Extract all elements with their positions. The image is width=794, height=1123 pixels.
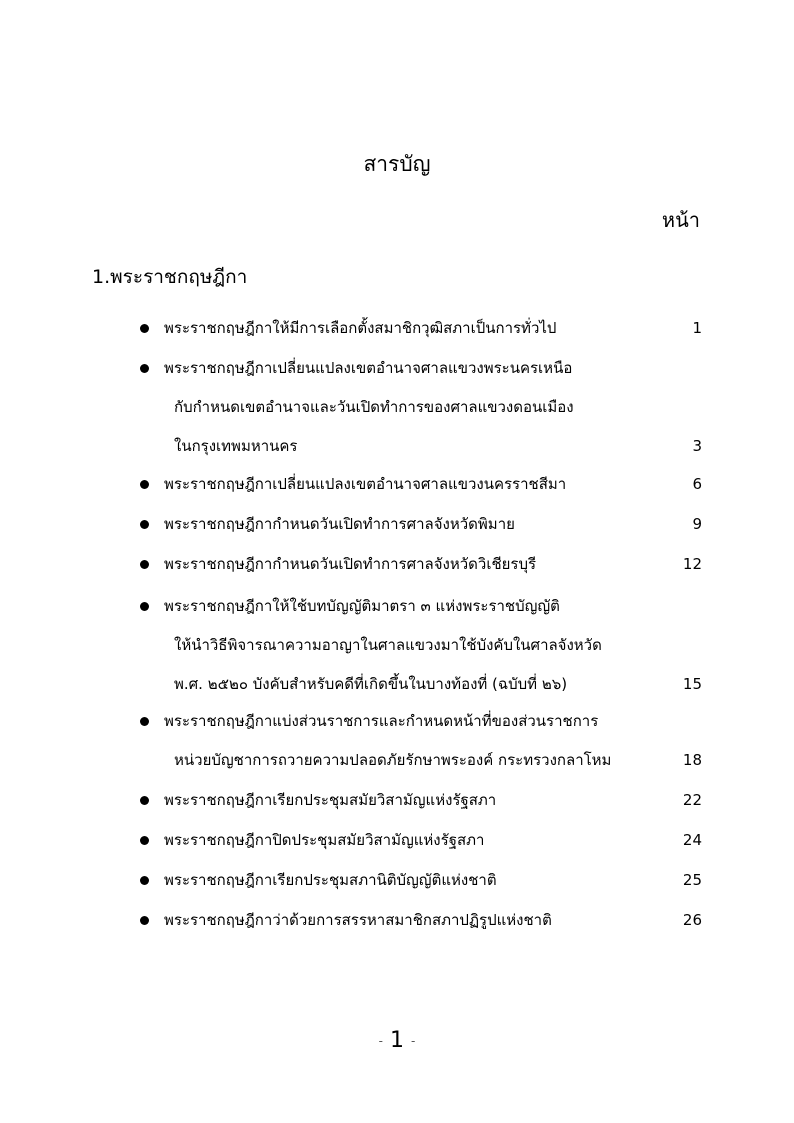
- toc-entry: [140, 318, 702, 338]
- toc-entry: [140, 790, 702, 810]
- toc-entry-line: [140, 790, 702, 810]
- toc-entry: [140, 870, 702, 890]
- toc-entry-line: [140, 397, 702, 417]
- bullet-icon: [140, 602, 149, 611]
- bullet-icon: [140, 836, 149, 845]
- bullet-icon: [140, 560, 149, 569]
- toc-entry-text: กับกำหนดเขตอำนาจและวันเปิดทำการของศาลแขวงดอนเมือง: [174, 398, 574, 416]
- bullet-icon: [140, 520, 149, 529]
- toc-entry-line: [140, 596, 702, 616]
- toc-entry: [140, 514, 702, 534]
- toc-entry-line: [140, 318, 702, 338]
- toc-entry: [140, 830, 702, 850]
- bullet-icon: [140, 876, 149, 885]
- toc-entry-line: [140, 358, 702, 378]
- toc-entry-line: [140, 910, 702, 930]
- toc-entry-text: ให้นำวิธีพิจารณาความอาญาในศาลแขวงมาใช้บังคับในศาลจังหวัด: [174, 636, 602, 654]
- toc-entry-line: [140, 711, 702, 731]
- page-title: สารบัญ: [363, 152, 431, 176]
- section-heading: 1.พระราชกฤษฎีกา: [92, 266, 248, 288]
- toc-page-number: 12: [682, 555, 702, 573]
- bullet-icon: [140, 796, 149, 805]
- toc-entry: [140, 910, 702, 930]
- footer-dash-right: -: [411, 1034, 416, 1048]
- toc-entry-text: พระราชกฤษฎีกาเปลี่ยนแปลงเขตอำนาจศาลแขวงพระนครเหนือ: [164, 359, 573, 377]
- toc-page-number: 24: [682, 831, 702, 849]
- toc-entry: [140, 554, 702, 574]
- toc-page-number: 26: [682, 911, 702, 929]
- toc-entry-line: [140, 870, 702, 890]
- toc-entry-text: พระราชกฤษฎีกาปิดประชุมสมัยวิสามัญแห่งรัฐสภา: [164, 831, 485, 849]
- toc-entry-line: [140, 554, 702, 574]
- bullet-icon: [140, 324, 149, 333]
- toc-entry: [140, 711, 702, 770]
- toc-entry-text: หน่วยบัญชาการถวายความปลอดภัยรักษาพระองค์ กระทรวงกลาโหม: [174, 751, 612, 769]
- toc-entry-text: พระราชกฤษฎีกาเปลี่ยนแปลงเขตอำนาจศาลแขวงนครราชสีมา: [164, 475, 567, 493]
- toc-entry: [140, 474, 702, 494]
- toc-entry-line: [140, 474, 702, 494]
- bullet-icon: [140, 717, 149, 726]
- toc-page-number: 18: [682, 751, 702, 769]
- toc-entry-line: [140, 514, 702, 534]
- toc-entry-text: พระราชกฤษฎีกากำหนดวันเปิดทำการศาลจังหวัดวิเชียรบุรี: [164, 555, 537, 573]
- toc-entry-line: [140, 674, 702, 694]
- toc-entry-text: พระราชกฤษฎีกาให้มีการเลือกตั้งสมาชิกวุฒิสภาเป็นการทั่วไป: [164, 319, 557, 337]
- toc-entry: [140, 358, 702, 456]
- toc-entry-text: พ.ศ. ๒๕๒๐ บังคับสำหรับคดีที่เกิดขึ้นในบางท้องที่ (ฉบับที่ ๒๖): [174, 675, 568, 693]
- bullet-icon: [140, 364, 149, 373]
- toc-entry-line: [140, 635, 702, 655]
- toc-entry-line: [140, 750, 702, 770]
- toc-entry: [140, 596, 702, 694]
- toc-page-number: 3: [692, 437, 702, 455]
- page-footer: [0, 1028, 794, 1053]
- toc-entry-text: พระราชกฤษฎีกาว่าด้วยการสรรหาสมาชิกสภาปฏิรูปแห่งชาติ: [164, 911, 552, 929]
- toc-entry-text: พระราชกฤษฎีกากำหนดวันเปิดทำการศาลจังหวัดพิมาย: [164, 515, 515, 533]
- toc-entry-text: พระราชกฤษฎีกาเรียกประชุมสภานิติบัญญัติแห่งชาติ: [164, 871, 497, 889]
- toc-page-number: 15: [682, 675, 702, 693]
- toc-entry-text: พระราชกฤษฎีกาให้ใช้บทบัญญัติมาตรา ๓ แห่งพระราชบัญญัติ: [164, 597, 560, 615]
- toc-entry-text: ในกรุงเทพมหานคร: [174, 437, 298, 455]
- bullet-icon: [140, 916, 149, 925]
- toc-entry-line: [140, 830, 702, 850]
- toc-entry-text: พระราชกฤษฎีกาแบ่งส่วนราชการและกำหนดหน้าที่ของส่วนราชการ: [164, 712, 599, 730]
- toc-page-number: 9: [692, 515, 702, 533]
- page-column-header: หน้า: [661, 208, 700, 232]
- footer-page-number: 1: [390, 1028, 404, 1053]
- toc-entry-text: พระราชกฤษฎีกาเรียกประชุมสมัยวิสามัญแห่งรัฐสภา: [164, 791, 497, 809]
- toc-page-number: 6: [692, 475, 702, 493]
- toc-entry-line: [140, 436, 702, 456]
- toc-page-number: 1: [692, 319, 702, 337]
- toc-page-number: 22: [682, 791, 702, 809]
- footer-dash-left: -: [378, 1034, 383, 1048]
- bullet-icon: [140, 480, 149, 489]
- toc-page-number: 25: [682, 871, 702, 889]
